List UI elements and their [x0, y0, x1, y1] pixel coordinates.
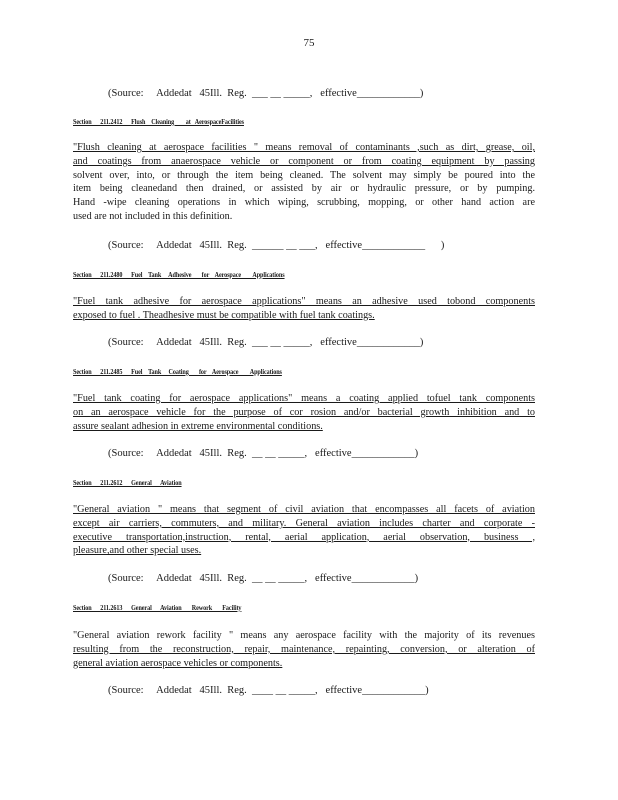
text-line: resulting from the reconstruction, repair, maintenance, repainting, conversion, or alteration of: [73, 643, 535, 655]
source-note: (Source: Addedat 45Ill. Reg. __ __ _____, effective____________): [108, 448, 419, 459]
source-note: (Source: Addedat 45Ill. Reg. ___ __ _____, effective____________): [108, 88, 424, 99]
text-line: "General aviation " means that segment of civil aviation that encompasses all facets of aviation: [73, 504, 535, 515]
text-line: and coatings from anaerospace vehicle or component or from coating equipment by passing: [73, 155, 535, 167]
text-line: except air carriers, commuters, and military. General aviation includes charter and corporate -: [73, 517, 535, 529]
text-line: on an aerospace vehicle for the purpose of cor rosion and/or bacterial growth inhibition and to: [73, 406, 535, 418]
page-number: 75: [303, 37, 315, 49]
definition-paragraph: [73, 295, 535, 323]
text-line: used are not included in this definition.: [73, 210, 233, 222]
text-line: assure sealant adhesion in extreme environmental conditions.: [73, 420, 323, 432]
text-line: "General aviation rework facility " means any aerospace facility with the majority of its revenues: [73, 630, 535, 641]
text-line: pleasure,and other special uses.: [73, 545, 202, 557]
text-line: exposed to fuel . Theadhesive must be compatible with fuel tank coatings.: [73, 309, 375, 321]
text-line: executive transportation,instruction, rental, aerial application, aerial observation, business ,: [73, 531, 535, 543]
source-note: (Source: Addedat 45Ill. Reg. ___ __ _____, effective____________): [108, 337, 424, 348]
text-line: "Fuel tank adhesive for aerospace applications" means an adhesive used tobond components: [73, 296, 535, 307]
section-heading: Section 211.2412 Flush Cleaning at AerospaceFacilities: [73, 117, 244, 126]
text-line: item being cleanedand then drained, or assisted by air or hydraulic pressure, or by pumping.: [73, 183, 535, 195]
text-line: "Flush cleaning at aerospace facilities " means removal of contaminants ,such as dirt, grease, oil,: [73, 142, 535, 153]
definition-paragraph: [73, 141, 535, 224]
section-heading: Section 211.2612 General Aviation: [73, 478, 182, 487]
text-line: solvent over, into, or through the item being cleaned. The solvent may simply be poured into the: [73, 169, 535, 181]
source-note: (Source: Addedat 45Ill. Reg. __ __ _____, effective____________): [108, 573, 419, 584]
source-note: (Source: Addedat 45Ill. Reg. ____ __ _____, effective____________): [108, 685, 429, 696]
text-line: Hand -wipe cleaning operations in which wiping, scrubbing, mopping, or other hand action are: [73, 197, 535, 209]
definition-paragraph: [73, 503, 535, 558]
definition-paragraph: [73, 629, 535, 670]
section-heading: Section 211.2480 Fuel Tank Adhesive for Aerospace Applications: [73, 270, 285, 279]
section-heading: Section 211.2485 Fuel Tank Coating for Aerospace Applications: [73, 367, 282, 376]
text-line: "Fuel tank coating for aerospace applications" means a coating applied tofuel tank components: [73, 393, 535, 404]
source-note: (Source: Addedat 45Ill. Reg. ______ __ ___, effective____________ ): [108, 240, 445, 251]
section-heading: Section 211.2613 General Aviation Rework Facility: [73, 603, 242, 612]
definition-paragraph: [73, 392, 535, 433]
text-line: general aviation aerospace vehicles or components.: [73, 657, 283, 669]
